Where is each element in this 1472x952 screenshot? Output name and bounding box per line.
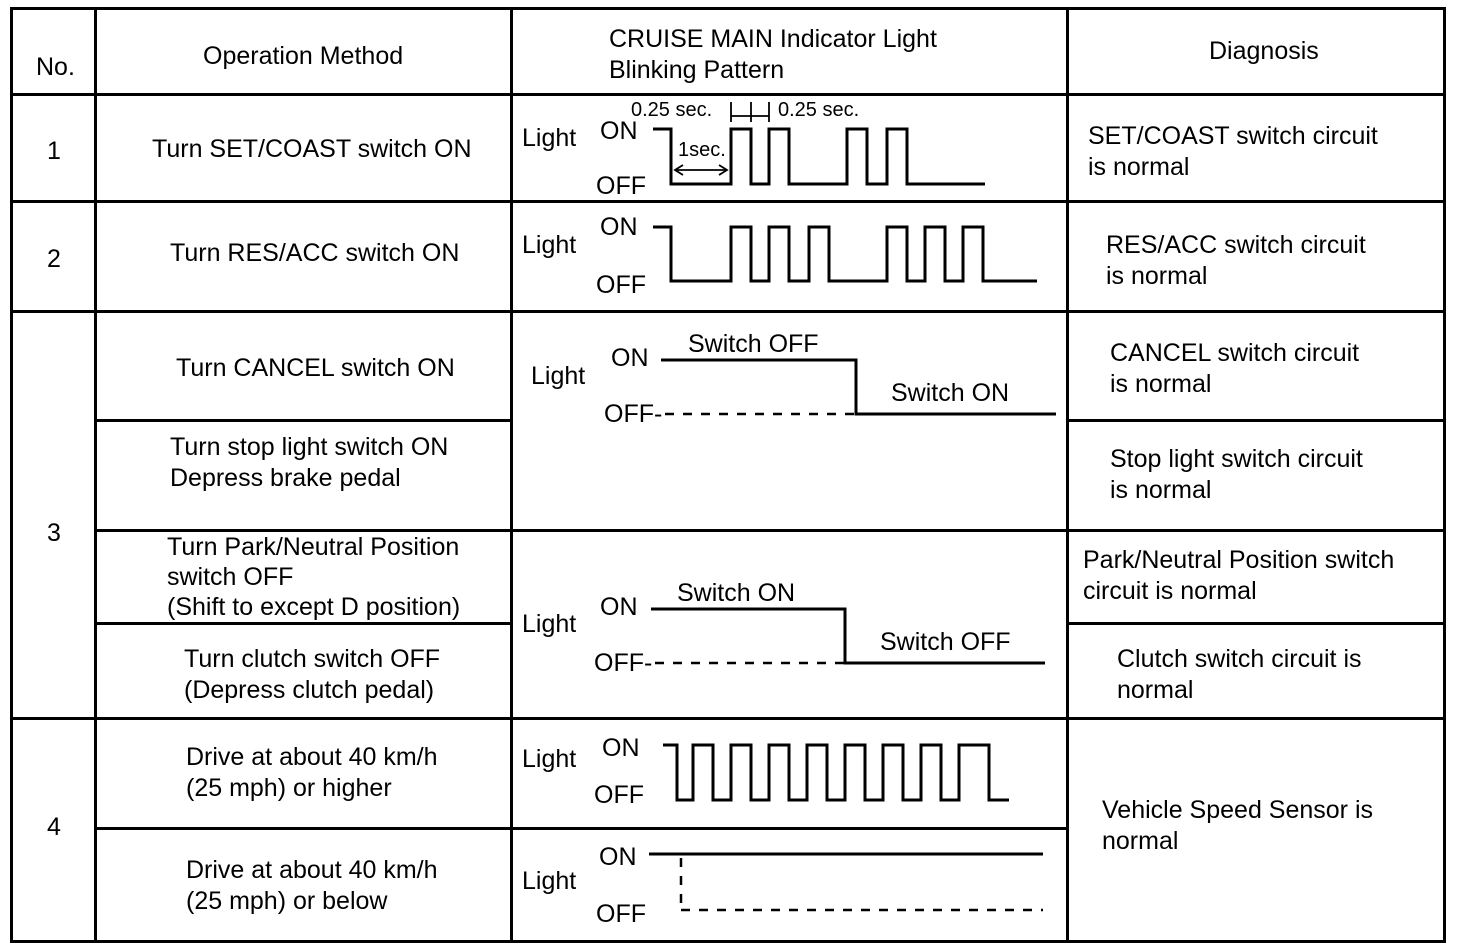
off-label: OFF bbox=[596, 172, 646, 200]
row3-number: 3 bbox=[47, 519, 61, 547]
light-label: Light bbox=[531, 362, 586, 390]
row2-number: 2 bbox=[47, 245, 61, 273]
signal-waveform bbox=[663, 745, 1009, 800]
off-label: OFF bbox=[596, 900, 646, 928]
row3c-diagnosis-line1: Park/Neutral Position switch bbox=[1083, 546, 1395, 574]
row3c-method-line2: switch OFF bbox=[167, 563, 294, 591]
on-label: ON bbox=[599, 843, 637, 871]
off-label: OFF bbox=[596, 271, 646, 299]
row1-diagnosis-line1: SET/COAST switch circuit bbox=[1088, 122, 1378, 150]
row3-ab-blinking-pattern bbox=[513, 313, 1066, 529]
divider-col-no bbox=[94, 7, 97, 943]
row4b-method-line2: (25 mph) or below bbox=[186, 887, 388, 915]
light-label: Light bbox=[522, 867, 577, 895]
on-label: ON bbox=[600, 213, 638, 241]
row3a-method: Turn CANCEL switch ON bbox=[176, 354, 455, 382]
off-label: OFF bbox=[594, 781, 644, 809]
off-label: OFF- bbox=[594, 649, 653, 677]
row1-diagnosis-line2: is normal bbox=[1088, 153, 1190, 181]
row3d-method-line1: Turn clutch switch OFF bbox=[184, 645, 441, 673]
row3-cd-blinking-pattern bbox=[513, 532, 1066, 717]
row2-diagnosis-line2: is normal bbox=[1106, 262, 1208, 290]
row3b-diagnosis-line1: Stop light switch circuit bbox=[1110, 445, 1363, 473]
divider-row3c-diag bbox=[1068, 622, 1446, 625]
border-right bbox=[1443, 7, 1446, 943]
switch-state-label: Switch OFF bbox=[688, 330, 819, 358]
row4b-method-line1: Drive at about 40 km/h bbox=[186, 856, 438, 884]
header-blinking-pattern-line1: CRUISE MAIN Indicator Light bbox=[609, 25, 937, 53]
row3c-method-line3: (Shift to except D position) bbox=[167, 593, 461, 621]
switch-state-label: Switch OFF bbox=[880, 628, 1011, 656]
off-label: OFF- bbox=[604, 400, 663, 428]
on-label: ON bbox=[602, 734, 640, 762]
header-blinking-pattern-line2: Blinking Pattern bbox=[609, 56, 785, 84]
border-bottom bbox=[10, 940, 1446, 943]
light-label: Light bbox=[522, 745, 577, 773]
divider-col-pattern bbox=[1066, 7, 1069, 943]
row4-number: 4 bbox=[47, 813, 61, 841]
row3a-diagnosis-line1: CANCEL switch circuit bbox=[1110, 339, 1360, 367]
timing-label: 1sec. bbox=[678, 139, 726, 161]
row4b-blinking-pattern bbox=[513, 830, 1066, 940]
light-label: Light bbox=[522, 124, 577, 152]
row3d-method-line2: (Depress clutch pedal) bbox=[184, 676, 435, 704]
divider-row3a bbox=[96, 419, 512, 422]
switch-state-label: Switch ON bbox=[677, 579, 796, 607]
header-no: No. bbox=[36, 53, 75, 81]
on-label: ON bbox=[600, 593, 638, 621]
row3c-diagnosis-line2: circuit is normal bbox=[1083, 577, 1257, 605]
header-diagnosis: Diagnosis bbox=[1209, 37, 1319, 65]
on-label: ON bbox=[600, 117, 638, 145]
row4a-method-line1: Drive at about 40 km/h bbox=[186, 743, 438, 771]
header-operation-method: Operation Method bbox=[203, 42, 404, 70]
timing-label: 0.25 sec. bbox=[631, 99, 713, 121]
row3b-method-line2: Depress brake pedal bbox=[170, 464, 401, 492]
row3b-method-line1: Turn stop light switch ON bbox=[170, 433, 449, 461]
light-label: Light bbox=[522, 231, 577, 259]
row2-diagnosis-line1: RES/ACC switch circuit bbox=[1106, 231, 1366, 259]
row4a-blinking-pattern bbox=[513, 720, 1066, 827]
divider-row3a-diag bbox=[1068, 419, 1446, 422]
border-top bbox=[10, 7, 1446, 10]
row2-blinking-pattern bbox=[513, 203, 1066, 310]
row1-blinking-pattern bbox=[513, 96, 1066, 200]
timing-label: 0.25 sec. bbox=[778, 99, 860, 121]
switch-state-label: Switch ON bbox=[891, 379, 1010, 407]
row4-diagnosis-line1: Vehicle Speed Sensor is bbox=[1102, 796, 1374, 824]
signal-waveform bbox=[653, 227, 1037, 281]
row3a-diagnosis-line2: is normal bbox=[1110, 370, 1212, 398]
row4-diagnosis-line2: normal bbox=[1102, 827, 1179, 855]
light-label: Light bbox=[522, 610, 577, 638]
row3c-method-line1: Turn Park/Neutral Position bbox=[167, 533, 460, 561]
border-left bbox=[10, 7, 13, 943]
on-label: ON bbox=[611, 344, 649, 372]
row3b-diagnosis-line2: is normal bbox=[1110, 476, 1212, 504]
row1-number: 1 bbox=[47, 137, 61, 165]
row3d-diagnosis-line1: Clutch switch circuit is bbox=[1117, 645, 1362, 673]
row1-method: Turn SET/COAST switch ON bbox=[152, 135, 472, 163]
row3d-diagnosis-line2: normal bbox=[1117, 676, 1194, 704]
row2-method: Turn RES/ACC switch ON bbox=[170, 239, 460, 267]
row4a-method-line2: (25 mph) or higher bbox=[186, 774, 392, 802]
